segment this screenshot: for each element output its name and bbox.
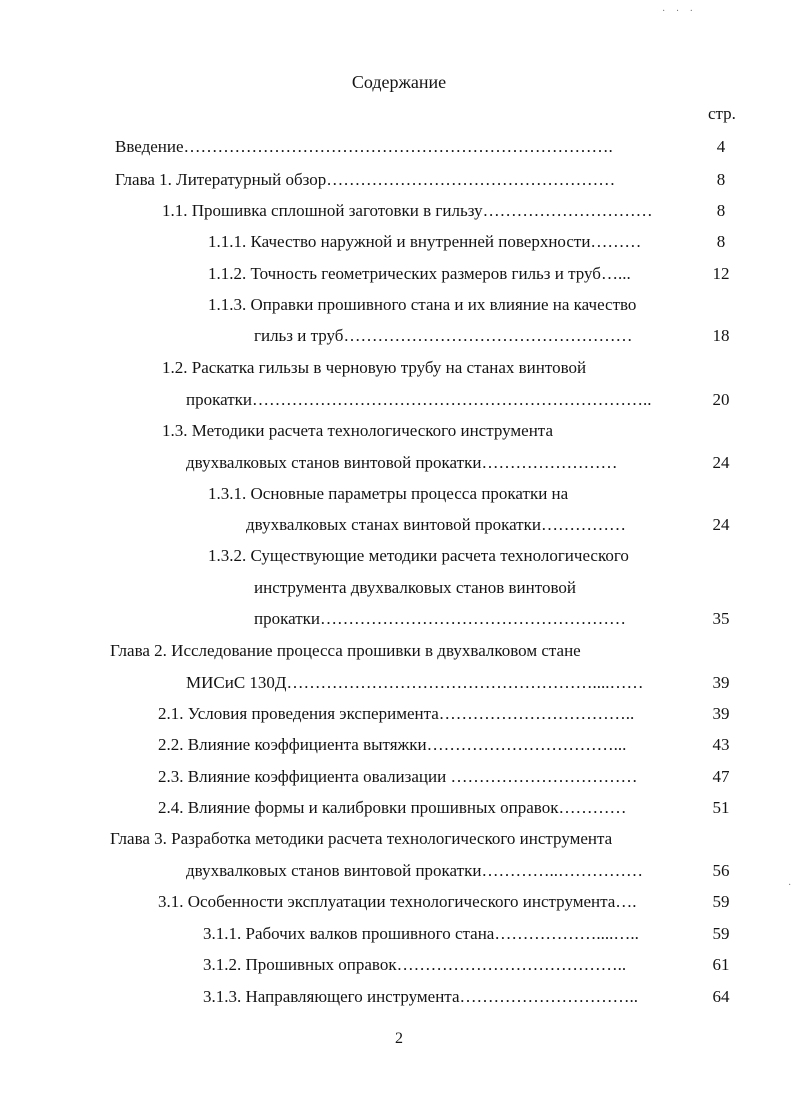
toc-entry-page: 20 bbox=[712, 390, 730, 409]
toc-entry-text: 1.1.2. Точность геометрических размеров гильз и труб…... bbox=[208, 264, 631, 283]
toc-entry-page: 61 bbox=[712, 955, 730, 974]
toc-entry-page: 8 bbox=[716, 170, 726, 189]
toc-entry-page: 8 bbox=[716, 232, 726, 251]
toc-entry-text: 1.2. Раскатка гильзы в черновую трубу на станах винтовой bbox=[162, 358, 587, 377]
toc-entry-text: гильз и труб…………………………………………… bbox=[254, 326, 633, 345]
toc-entry-text: 1.3.2. Существующие методики расчета технологического bbox=[208, 546, 629, 565]
toc-entry-page: 24 bbox=[712, 453, 730, 472]
toc-entry-page: 64 bbox=[712, 987, 730, 1006]
toc-entry-page: 4 bbox=[716, 137, 726, 156]
toc-entry-page: 39 bbox=[712, 673, 730, 692]
toc-entry-page: 47 bbox=[712, 767, 730, 786]
toc-entry-text: двухвалковых станах винтовой прокатки…………… bbox=[246, 515, 626, 534]
toc-entry-text: двухвалковых станов винтовой прокатки…………………… bbox=[186, 453, 618, 472]
toc-entry-text: 1.1.1. Качество наружной и внутренней поверхности……… bbox=[208, 232, 642, 251]
toc-entry-text: МИСиС 130Д………………………………………………....…… bbox=[186, 673, 644, 692]
toc-entry-text: Глава 2. Исследование процесса прошивки в двухвалковом стане bbox=[110, 641, 581, 660]
toc-entry-text: инструмента двухвалковых станов винтовой bbox=[254, 578, 576, 597]
toc-entry-text: двухвалковых станов винтовой прокатки…………..…………… bbox=[186, 861, 643, 880]
toc-entry-text: прокатки…………………………………………………………….. bbox=[186, 390, 652, 409]
toc-entry-text: 1.3.1. Основные параметры процесса прокатки на bbox=[208, 484, 569, 503]
toc-entry-text: 2.1. Условия проведения эксперимента…………………………….. bbox=[158, 704, 635, 723]
page-column-label: стр. bbox=[708, 104, 736, 123]
toc-entry-page: 59 bbox=[712, 892, 730, 911]
toc-entry-text: 1.1.3. Оправки прошивного стана и их влияние на качество bbox=[208, 295, 637, 314]
toc-entry-text: 3.1. Особенности эксплуатации технологического инструмента…. bbox=[158, 892, 637, 911]
toc-entry-text: 2.3. Влияние коэффициента овализации …………………………… bbox=[158, 767, 638, 786]
toc-entry-text: Введение…………………………………………………………………. bbox=[115, 137, 613, 156]
toc-entry-text: 3.1.2. Прошивных оправок………………………………….. bbox=[203, 955, 627, 974]
toc-entry-page: 18 bbox=[712, 326, 730, 345]
scan-speck: · bbox=[788, 880, 796, 891]
page-number: 2 bbox=[395, 1030, 403, 1047]
toc-entry-page: 39 bbox=[712, 704, 730, 723]
toc-entry-page: 43 bbox=[712, 735, 730, 754]
toc-entry-text: 1.3. Методики расчета технологического инструмента bbox=[162, 421, 553, 440]
toc-entry-page: 24 bbox=[712, 515, 730, 534]
toc-entry-text: 3.1.3. Направляющего инструмента………………………….. bbox=[203, 987, 638, 1006]
toc-entry-page: 51 bbox=[712, 798, 730, 817]
toc-entry-page: 59 bbox=[712, 924, 730, 943]
toc-entry-text: 3.1.1. Рабочих валков прошивного стана………………....….. bbox=[203, 924, 639, 943]
scan-speck: · · · bbox=[662, 6, 697, 17]
toc-entry-text: 1.1. Прошивка сплошной заготовки в гильзу………………………… bbox=[162, 201, 653, 220]
toc-entry-page: 8 bbox=[716, 201, 726, 220]
toc-entry-text: 2.4. Влияние формы и калибровки прошивных оправок………… bbox=[158, 798, 627, 817]
toc-entry-page: 12 bbox=[712, 264, 730, 283]
toc-entry-text: Глава 1. Литературный обзор…………………………………………… bbox=[115, 170, 616, 189]
page-title: Содержание bbox=[351, 72, 447, 92]
toc-entry-text: Глава 3. Разработка методики расчета технологического инструмента bbox=[110, 829, 613, 848]
toc-entry-text: 2.2. Влияние коэффициента вытяжки……………………………... bbox=[158, 735, 627, 754]
toc-entry-page: 56 bbox=[712, 861, 730, 880]
toc-entry-page: 35 bbox=[712, 609, 730, 628]
toc-entry-text: прокатки……………………………………………… bbox=[254, 609, 626, 628]
